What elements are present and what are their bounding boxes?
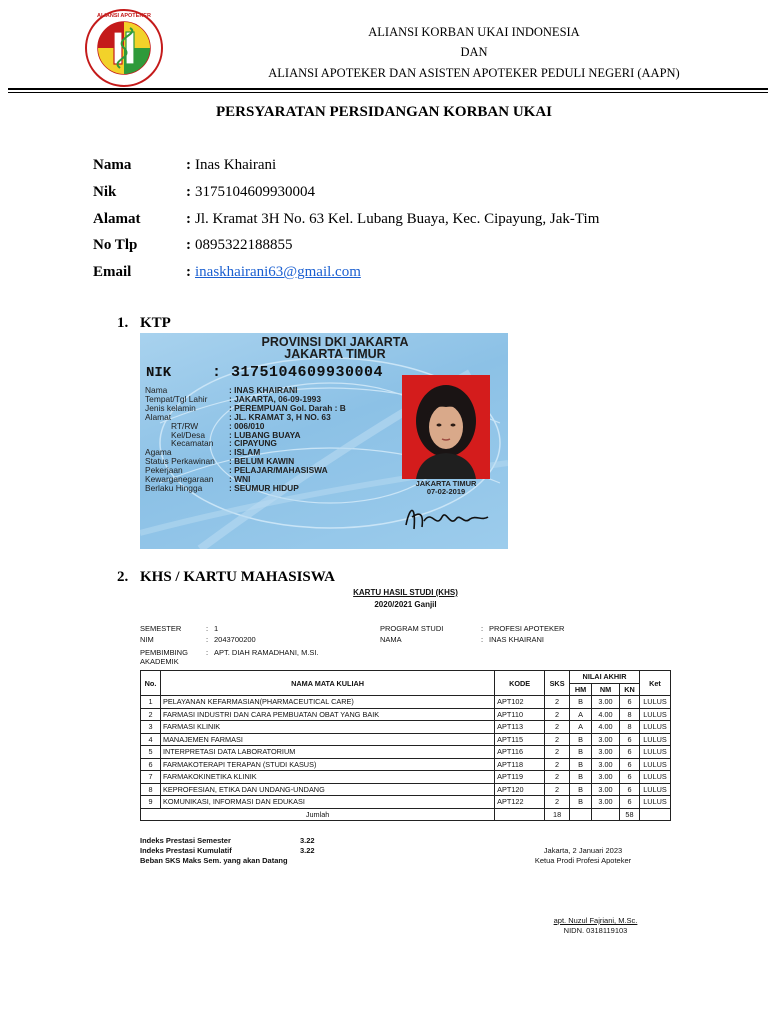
col-header-nm: NM xyxy=(592,683,620,696)
cell-hm: B xyxy=(570,758,592,771)
cell-mk: FARMAKOKINETIKA KLINIK xyxy=(160,771,494,784)
khs-semester: 1 xyxy=(214,624,219,633)
table-row xyxy=(141,708,671,721)
cell-kode: APT116 xyxy=(495,746,545,759)
ktp-field-label: Alamat xyxy=(145,411,172,422)
cell-ket: LULUS xyxy=(639,783,670,796)
ktp-field-label: Berlaku Hingga xyxy=(145,482,203,493)
cell-nm: 4.00 xyxy=(592,721,620,734)
khs-info-colon: : xyxy=(481,624,484,633)
khs-info-colon: : xyxy=(206,648,209,657)
cell-ket: LULUS xyxy=(639,696,670,709)
ktp-nik-label: NIK xyxy=(146,365,172,381)
cell-ket: LULUS xyxy=(639,796,670,809)
ktp-field-value: : WNI xyxy=(229,474,251,485)
khs-document xyxy=(138,588,673,938)
ktp-field-label: Kewarganegaraan xyxy=(145,474,214,485)
cell-mk: PELAYANAN KEFARMASIAN(PHARMACEUTICAL CARE) xyxy=(160,696,494,709)
cell-sks: 2 xyxy=(545,721,570,734)
cell-mk: INTERPRETASI DATA LABORATORIUM xyxy=(160,746,494,759)
cell-hm: B xyxy=(570,783,592,796)
khs-signer xyxy=(513,916,678,936)
cell-nm: 4.00 xyxy=(592,708,620,721)
cell-kn: 6 xyxy=(619,746,639,759)
cell-no: 7 xyxy=(141,771,161,784)
cell-empty xyxy=(570,808,592,821)
ktp-field-value: : PEREMPUAN Gol. Darah : B xyxy=(229,402,346,413)
identity-value: Jl. Kramat 3H No. 63 Kel. Lubang Buaya, Kec. Cipayung, Jak-Tim xyxy=(195,211,600,227)
ktp-photo xyxy=(402,375,490,479)
identity-label: Nik xyxy=(93,184,117,200)
identity-colon: : xyxy=(186,237,191,253)
cell-kn: 6 xyxy=(619,796,639,809)
ktp-field-label: Agama xyxy=(145,447,172,458)
khs-pembimbing: APT. DIAH RAMADHANI, M.SI. xyxy=(214,648,319,657)
cell-mk: KEPROFESIAN, ETIKA DAN UNDANG-UNDANG xyxy=(160,783,494,796)
section-label: KTP xyxy=(140,315,171,331)
cell-hm: B xyxy=(570,796,592,809)
khs-info-colon: : xyxy=(206,635,209,644)
khs-info-colon: : xyxy=(481,635,484,644)
identity-colon: : xyxy=(186,264,191,280)
table-row xyxy=(141,783,671,796)
cell-kode: APT118 xyxy=(495,758,545,771)
section-heading-khs xyxy=(117,569,335,586)
cell-no: 8 xyxy=(141,783,161,796)
identity-label: Nama xyxy=(93,157,132,173)
khs-nama: INAS KHAIRANI xyxy=(489,635,545,644)
ktp-issue xyxy=(396,480,496,496)
khs-prodi-row xyxy=(380,625,564,634)
identity-label: Email xyxy=(93,264,132,280)
ktp-field-label: Kecamatan xyxy=(171,438,214,449)
cell-no: 6 xyxy=(141,758,161,771)
khs-pembimbing-label-2: AKADEMIK xyxy=(140,656,179,666)
cell-hm: B xyxy=(570,733,592,746)
ktp-field-label: Pekerjaan xyxy=(145,465,183,476)
col-header-sks: SKS xyxy=(545,671,570,696)
cell-hm: B xyxy=(570,771,592,784)
cell-no: 2 xyxy=(141,708,161,721)
cell-nm: 3.00 xyxy=(592,696,620,709)
khs-info-label: NIM xyxy=(140,635,154,644)
ktp-field-value: : JAKARTA, 06-09-1993 xyxy=(229,393,322,404)
ktp-city: JAKARTA TIMUR xyxy=(284,347,386,361)
khs-signer-nidn: NIDN. 0318119103 xyxy=(563,926,628,935)
khs-ipk: 3.22 xyxy=(300,846,315,855)
identity-colon: : xyxy=(186,184,191,200)
ktp-field-row xyxy=(145,484,405,493)
cell-sks: 2 xyxy=(545,696,570,709)
khs-pembimbing-row xyxy=(140,649,319,666)
identity-row-alamat xyxy=(93,211,599,228)
khs-signer-title: Ketua Prodi Profesi Apoteker xyxy=(534,856,632,865)
khs-nim: 2043700200 xyxy=(214,635,256,644)
cell-nm: 3.00 xyxy=(592,746,620,759)
cell-kode: APT122 xyxy=(495,796,545,809)
khs-info-label: NAMA xyxy=(380,635,402,644)
khs-info-colon: : xyxy=(206,624,209,633)
ktp-field-label: Kel/Desa xyxy=(171,429,205,440)
cell-kn: 6 xyxy=(619,696,639,709)
khs-ips-label: Indeks Prestasi Semester xyxy=(140,836,231,845)
section-heading-ktp xyxy=(117,315,171,332)
cell-kn: 6 xyxy=(619,733,639,746)
cell-kn: 8 xyxy=(619,708,639,721)
section-number: 2. xyxy=(117,569,129,585)
header-rule-thin xyxy=(8,92,768,93)
cell-kode: APT102 xyxy=(495,696,545,709)
col-header-nilai: NILAI AKHIR xyxy=(570,671,640,684)
cell-ket: LULUS xyxy=(639,758,670,771)
identity-label: Alamat xyxy=(93,211,141,227)
email-link[interactable]: inaskhairani63@gmail.com xyxy=(195,264,361,280)
cell-total-kn: 58 xyxy=(619,808,639,821)
ktp-field-label: Jenis kelamin xyxy=(145,402,196,413)
khs-nama-row xyxy=(380,636,544,645)
cell-kn: 6 xyxy=(619,771,639,784)
ktp-field-label: RT/RW xyxy=(171,420,199,431)
cell-hm: B xyxy=(570,696,592,709)
ktp-field-value: : INAS KHAIRANI xyxy=(229,385,298,395)
ktp-field-value: : LUBANG BUAYA xyxy=(229,429,301,440)
identity-label: No Tlp xyxy=(93,237,138,253)
ktp-field-label: Tempat/Tgl Lahir xyxy=(145,393,208,404)
cell-kn: 8 xyxy=(619,721,639,734)
cell-sks: 2 xyxy=(545,796,570,809)
ktp-fields xyxy=(145,386,405,493)
cell-sks: 2 xyxy=(545,771,570,784)
ktp-field-value: : JL. KRAMAT 3, H NO. 63 xyxy=(229,411,331,422)
ktp-issue-city: JAKARTA TIMUR xyxy=(415,479,477,488)
table-row xyxy=(141,696,671,709)
cell-nm: 3.00 xyxy=(592,733,620,746)
cell-total-label: Jumlah xyxy=(141,808,495,821)
cell-mk: FARMAKOTERAPI TERAPAN (STUDI KASUS) xyxy=(160,758,494,771)
cell-kode: APT119 xyxy=(495,771,545,784)
ktp-field-row xyxy=(145,439,405,448)
cell-sks: 2 xyxy=(545,708,570,721)
table-row xyxy=(141,733,671,746)
ktp-issue-date: 07-02-2019 xyxy=(426,487,466,496)
ktp-field-value: : 006/010 xyxy=(229,420,265,431)
ktp-field-value: : PELAJAR/MAHASISWA xyxy=(229,465,328,476)
cell-mk: KOMUNIKASI, INFORMASI DAN EDUKASI xyxy=(160,796,494,809)
ktp-field-label: Nama xyxy=(145,385,168,395)
khs-semester-row xyxy=(140,625,218,634)
identity-row-nama xyxy=(93,157,276,174)
khs-beban-label: Beban SKS Maks Sem. yang akan Datang xyxy=(140,856,288,865)
identity-row-email xyxy=(93,264,361,281)
cell-empty xyxy=(592,808,620,821)
header-line-2: DAN xyxy=(460,45,488,59)
cell-no: 3 xyxy=(141,721,161,734)
ktp-nik: : 3175104609930004 xyxy=(212,364,384,381)
cell-total-sks: 18 xyxy=(545,808,570,821)
section-label: KHS / KARTU MAHASISWA xyxy=(140,569,335,585)
identity-value: Inas Khairani xyxy=(195,157,277,173)
col-header-mk: NAMA MATA KULIAH xyxy=(160,671,494,696)
cell-kode: APT120 xyxy=(495,783,545,796)
cell-nm: 3.00 xyxy=(592,783,620,796)
cell-ket: LULUS xyxy=(639,733,670,746)
header-line-1: ALIANSI KORBAN UKAI INDONESIA xyxy=(368,25,580,39)
khs-info-label: SEMESTER xyxy=(140,624,182,633)
ktp-field-value: : BELUM KAWIN xyxy=(229,456,295,467)
cell-kode: APT110 xyxy=(495,708,545,721)
ktp-field-value: : ISLAM xyxy=(229,447,261,458)
cell-mk: FARMASI INDUSTRI DAN CARA PEMBUATAN OBAT YANG BAIK xyxy=(160,708,494,721)
table-row xyxy=(141,746,671,759)
header-line-3: ALIANSI APOTEKER DAN ASISTEN APOTEKER PEDULI NEGERI (AAPN) xyxy=(268,66,680,80)
identity-row-phone xyxy=(93,237,293,254)
khs-pembimbing-label: PEMBIMBING xyxy=(140,648,188,657)
khs-info-label xyxy=(140,649,206,666)
cell-ket: LULUS xyxy=(639,708,670,721)
ktp-signature xyxy=(402,499,492,535)
table-row xyxy=(141,771,671,784)
cell-empty xyxy=(639,808,670,821)
cell-kn: 6 xyxy=(619,783,639,796)
cell-sks: 2 xyxy=(545,758,570,771)
cell-sks: 2 xyxy=(545,783,570,796)
cell-mk: MANAJEMEN FARMASI xyxy=(160,733,494,746)
khs-place-date: Jakarta, 2 Januari 2023 xyxy=(543,846,623,855)
khs-ips: 3.22 xyxy=(300,836,315,845)
cell-empty xyxy=(495,808,545,821)
ktp-province: PROVINSI DKI JAKARTA xyxy=(261,335,409,349)
khs-summary xyxy=(140,836,315,866)
table-row xyxy=(141,758,671,771)
khs-sign-block xyxy=(513,846,653,866)
cell-ket: LULUS xyxy=(639,771,670,784)
khs-title: KARTU HASIL STUDI (KHS) xyxy=(353,588,458,597)
cell-kode: APT115 xyxy=(495,733,545,746)
col-header-hm: HM xyxy=(570,683,592,696)
ktp-field-label: Status Perkawinan xyxy=(145,456,215,467)
khs-subtitle: 2020/2021 Ganjil xyxy=(374,600,437,609)
table-total-row xyxy=(141,808,671,821)
table-row xyxy=(141,796,671,809)
ktp-card-image xyxy=(140,333,508,549)
col-header-no: No. xyxy=(141,671,161,696)
khs-info-label: PROGRAM STUDI xyxy=(380,624,444,633)
cell-hm: B xyxy=(570,746,592,759)
khs-prodi: PROFESI APOTEKER xyxy=(489,624,565,633)
table-row xyxy=(141,721,671,734)
identity-value: 0895322188855 xyxy=(195,237,293,253)
cell-hm: A xyxy=(570,721,592,734)
ktp-field-value: : CIPAYUNG xyxy=(229,438,277,449)
khs-signer-name: apt. Nuzul Fajriani, M.Sc. xyxy=(553,916,638,925)
cell-nm: 3.00 xyxy=(592,771,620,784)
table-header-row xyxy=(141,671,671,684)
header-rule xyxy=(8,88,768,90)
cell-ket: LULUS xyxy=(639,721,670,734)
cell-no: 1 xyxy=(141,696,161,709)
cell-hm: A xyxy=(570,708,592,721)
cell-no: 4 xyxy=(141,733,161,746)
cell-nm: 3.00 xyxy=(592,758,620,771)
cell-sks: 2 xyxy=(545,746,570,759)
cell-sks: 2 xyxy=(545,733,570,746)
identity-colon: : xyxy=(186,211,191,227)
cell-kn: 6 xyxy=(619,758,639,771)
svg-text:ALIANSI APOTEKER: ALIANSI APOTEKER xyxy=(97,13,151,19)
ktp-header xyxy=(220,336,450,360)
col-header-kode: KODE xyxy=(495,671,545,696)
cell-no: 5 xyxy=(141,746,161,759)
cell-no: 9 xyxy=(141,796,161,809)
identity-value: 3175104609930004 xyxy=(195,184,315,200)
identity-row-nik xyxy=(93,184,315,201)
document-title: PERSYARATAN PERSIDANGAN KORBAN UKAI xyxy=(215,104,552,120)
cell-mk: FARMASI KLINIK xyxy=(160,721,494,734)
col-header-ket: Ket xyxy=(639,671,670,696)
section-number: 1. xyxy=(117,315,129,331)
khs-nim-row xyxy=(140,636,256,645)
col-header-kn: KN xyxy=(619,683,639,696)
cell-ket: LULUS xyxy=(639,746,670,759)
aapn-logo xyxy=(80,8,168,88)
khs-ipk-label: Indeks Prestasi Kumulatif xyxy=(140,846,232,855)
cell-nm: 3.00 xyxy=(592,796,620,809)
ktp-field-value: : SEUMUR HIDUP xyxy=(229,482,299,493)
khs-grades-table xyxy=(140,670,671,821)
identity-colon: : xyxy=(186,157,191,173)
cell-kode: APT113 xyxy=(495,721,545,734)
